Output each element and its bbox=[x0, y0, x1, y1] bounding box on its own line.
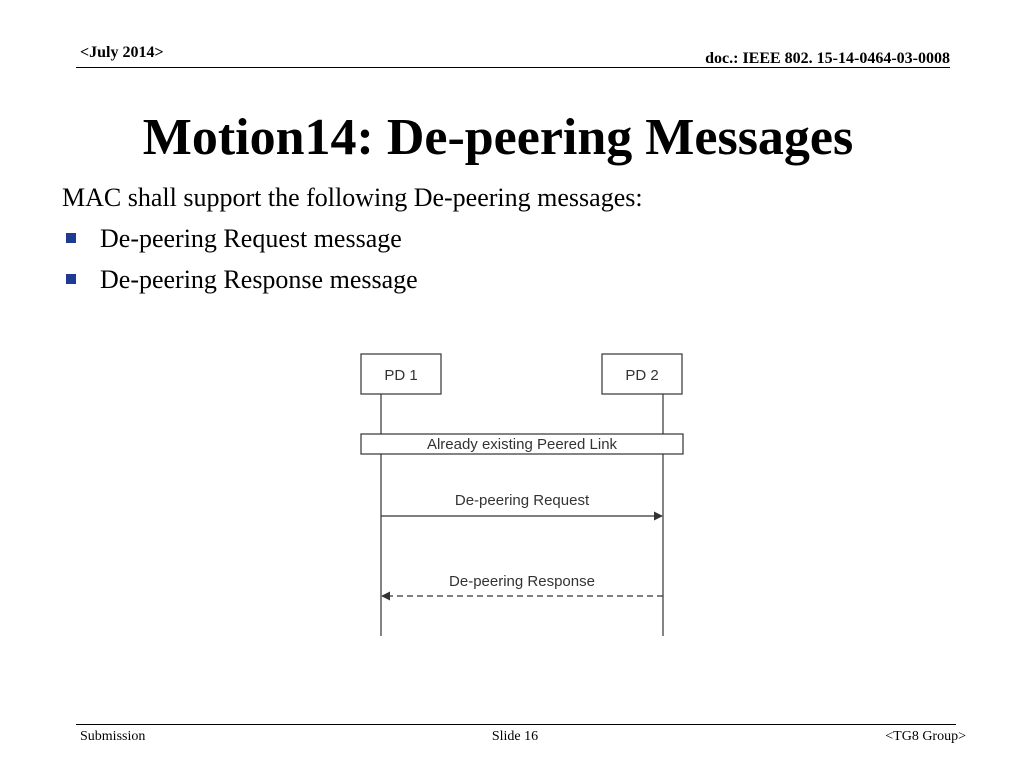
square-bullet-icon bbox=[66, 274, 76, 284]
slide-title: Motion14: De-peering Messages bbox=[142, 109, 854, 166]
peered-link-bar bbox=[361, 434, 683, 454]
square-bullet-icon bbox=[66, 233, 76, 243]
footer-group: <TG8 Group> bbox=[885, 729, 966, 744]
header-rule bbox=[76, 67, 950, 68]
message-label-request: De-peering Request bbox=[454, 492, 590, 509]
message-label-response: De-peering Response bbox=[449, 573, 595, 590]
footer-rule bbox=[76, 724, 956, 725]
sequence-diagram bbox=[355, 348, 695, 640]
bullet-text: De-peering Response message bbox=[100, 265, 418, 294]
footer-slide-number: Slide 16 bbox=[491, 729, 539, 744]
participant-pd2 bbox=[602, 354, 682, 394]
header-date: <July 2014> bbox=[80, 44, 164, 61]
link-bar-label: Already existing Peered Link bbox=[426, 436, 618, 453]
participant-label: PD 1 bbox=[384, 367, 418, 384]
bullet-text: De-peering Request message bbox=[100, 224, 402, 253]
participant-pd1 bbox=[361, 354, 441, 394]
participant-label: PD 2 bbox=[625, 367, 659, 384]
header-doc-id: doc.: IEEE 802. 15-14-0464-03-0008 bbox=[705, 50, 950, 67]
lead-text: MAC shall support the following De-peering messages: bbox=[62, 183, 643, 212]
footer-submission: Submission bbox=[80, 729, 146, 744]
